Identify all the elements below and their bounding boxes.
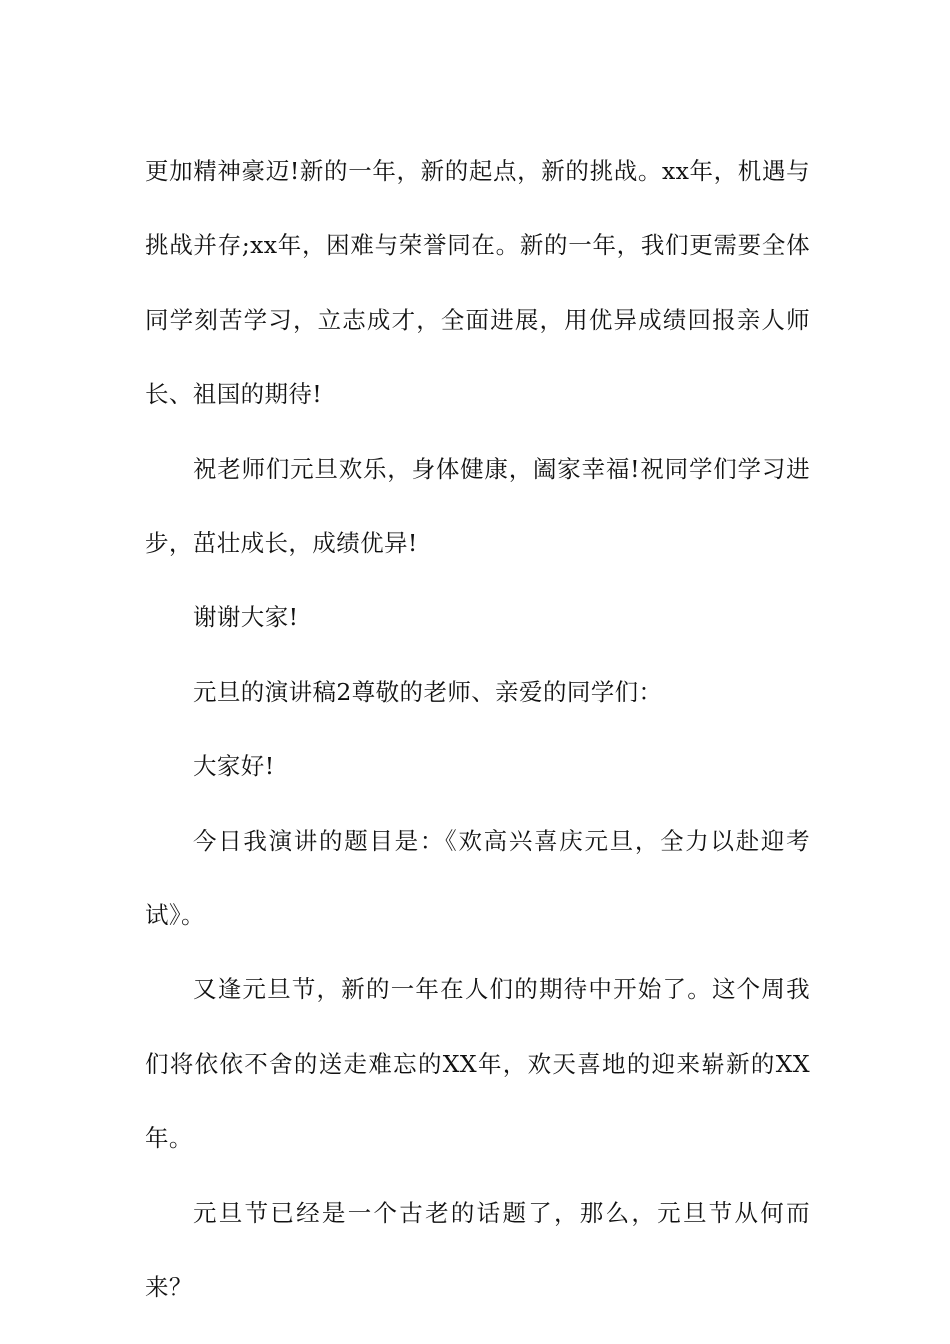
paragraph-6: 今日我演讲的题目是：《欢高兴喜庆元旦，全力以赴迎考试》。: [145, 826, 810, 930]
paragraph-4: 元旦的演讲稿2尊敬的老师、亲爱的同学们：: [193, 677, 663, 706]
paragraph-8: 元旦节已经是一个古老的话题了，那么，元旦节从何而来？: [145, 1198, 810, 1302]
paragraph-3: 谢谢大家!: [193, 603, 299, 632]
document-body: [145, 134, 810, 1325]
paragraph-1: 更加精神豪迈!新的一年，新的起点，新的挑战。xx年，机遇与挑战并存;xx年，困难与荣誉同在。新的一年，我们更需要全体同学刻苦学习，立志成才，全面进展，用优异成绩回报亲人师长、祖国的期待!: [145, 157, 810, 409]
paragraph-7: 又逢元旦节，新的一年在人们的期待中开始了。这个周我们将依依不舍的送走难忘的XX年，欢天喜地的迎来崭新的XX年。: [145, 975, 810, 1153]
paragraph-2: 祝老师们元旦欢乐，身体健康，阖家幸福!祝同学们学习进步，茁壮成长，成绩优异!: [145, 454, 810, 558]
paragraph-5: 大家好!: [193, 752, 275, 781]
